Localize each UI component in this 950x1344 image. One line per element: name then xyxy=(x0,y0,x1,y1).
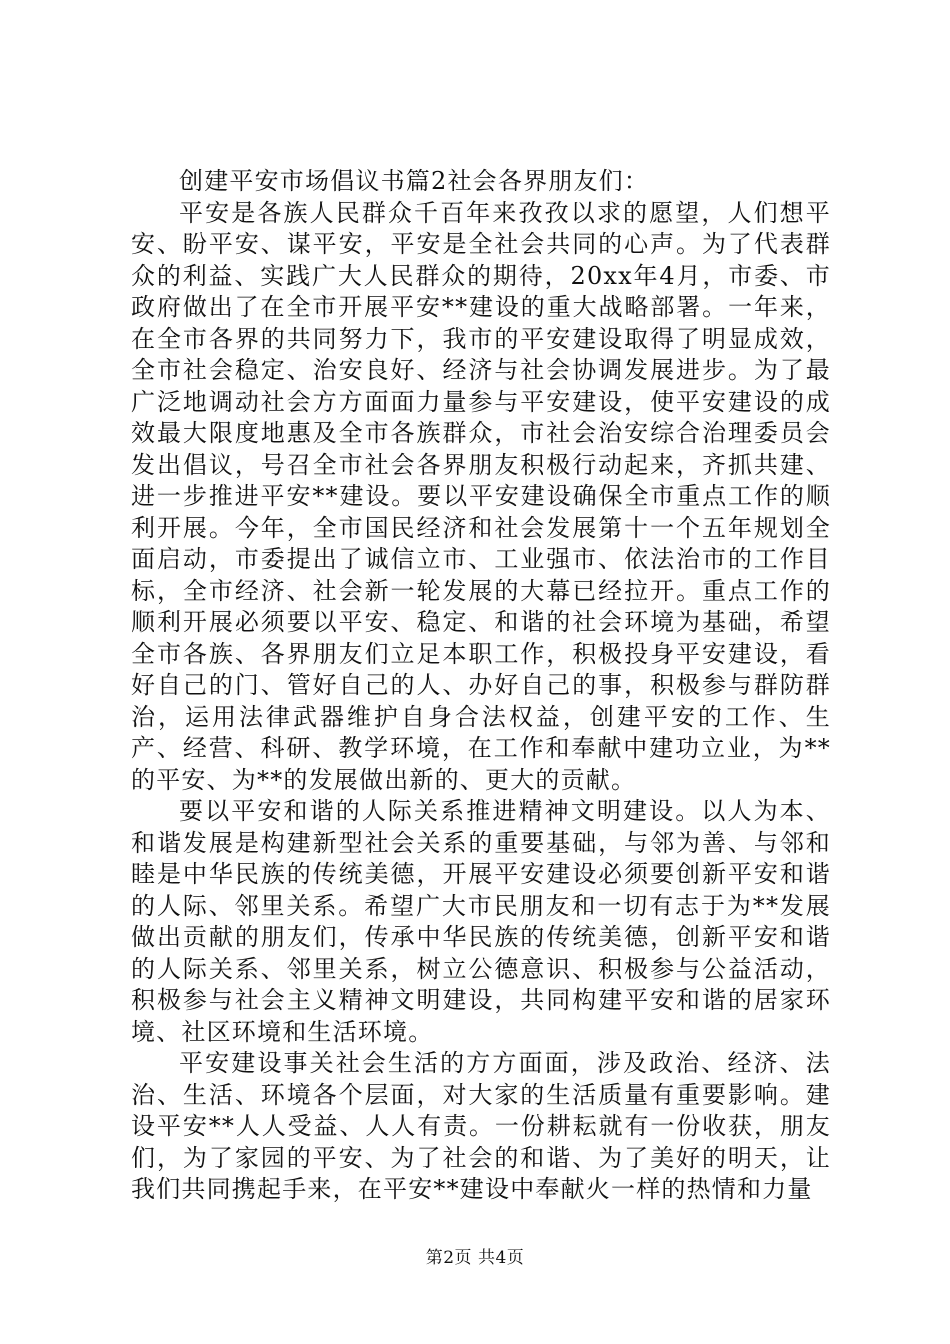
paragraph-1: 平安是各族人民群众千百年来孜孜以求的愿望，人们想平安、盼平安、谋平安，平安是全社会共同的心声。为了代表群众的利益、实践广大人民群众的期待，20xx年4月，市委、市政府做出了在全市开展平安**建设的重大战略部署。一年来，在全市各界的共同努力下，我市的平安建设取得了明显成效，全市社会稳定、治安良好、经济与社会协调发展进步。为了最广泛地调动社会方方面面力量参与平安建设，使平安建设的成效最大限度地惠及全市各族群众，市社会治安综合治理委员会发出倡议，号召全市社会各界朋友积极行动起来，齐抓共建、进一步推进平安**建设。要以平安建设确保全市重点工作的顺利开展。今年，全市国民经济和社会发展第十一个五年规划全面启动，市委提出了诚信立市、工业强市、依法治市的工作目标，全市经济、社会新一轮发展的大幕已经拉开。重点工作的顺利开展必须要以平安、稳定、和谐的社会环境为基础，希望全市各族、各界朋友们立足本职工作，积极投身平安建设，看好自己的门、管好自己的人、办好自己的事，积极参与群防群治，运用法律武器维护自身合法权益，创建平安的工作、生产、经营、科研、教学环境，在工作和奉献中建功立业，为**的平安、为**的发展做出新的、更大的贡献。 xyxy=(131,198,831,794)
document-body xyxy=(131,166,831,1206)
paragraph-3: 平安建设事关社会生活的方方面面，涉及政治、经济、法治、生活、环境各个层面，对大家的生活质量有重要影响。建设平安**人人受益、人人有责。一份耕耘就有一份收获，朋友们，为了家园的平安、为了社会的和谐、为了美好的明天，让我们共同携起手来，在平安**建设中奉献火一样的热情和力量 xyxy=(131,1049,831,1203)
paragraph-2: 要以平安和谐的人际关系推进精神文明建设。以人为本、和谐发展是构建新型社会关系的重要基础，与邻为善、与邻和睦是中华民族的传统美德，开展平安建设必须要创新平安和谐的人际、邻里关系。希望广大市民朋友和一切有志于为**发展做出贡献的朋友们，传承中华民族的传统美德，创新平安和谐的人际关系、邻里关系，树立公德意识、积极参与公益活动，积极参与社会主义精神文明建设，共同构建平安和谐的居家环境、社区环境和生活环境。 xyxy=(131,797,831,1046)
paragraph-title-line: 创建平安市场倡议书篇2社会各界朋友们： xyxy=(179,167,650,195)
page-number-footer: 第2页 共4页 xyxy=(425,1248,525,1268)
